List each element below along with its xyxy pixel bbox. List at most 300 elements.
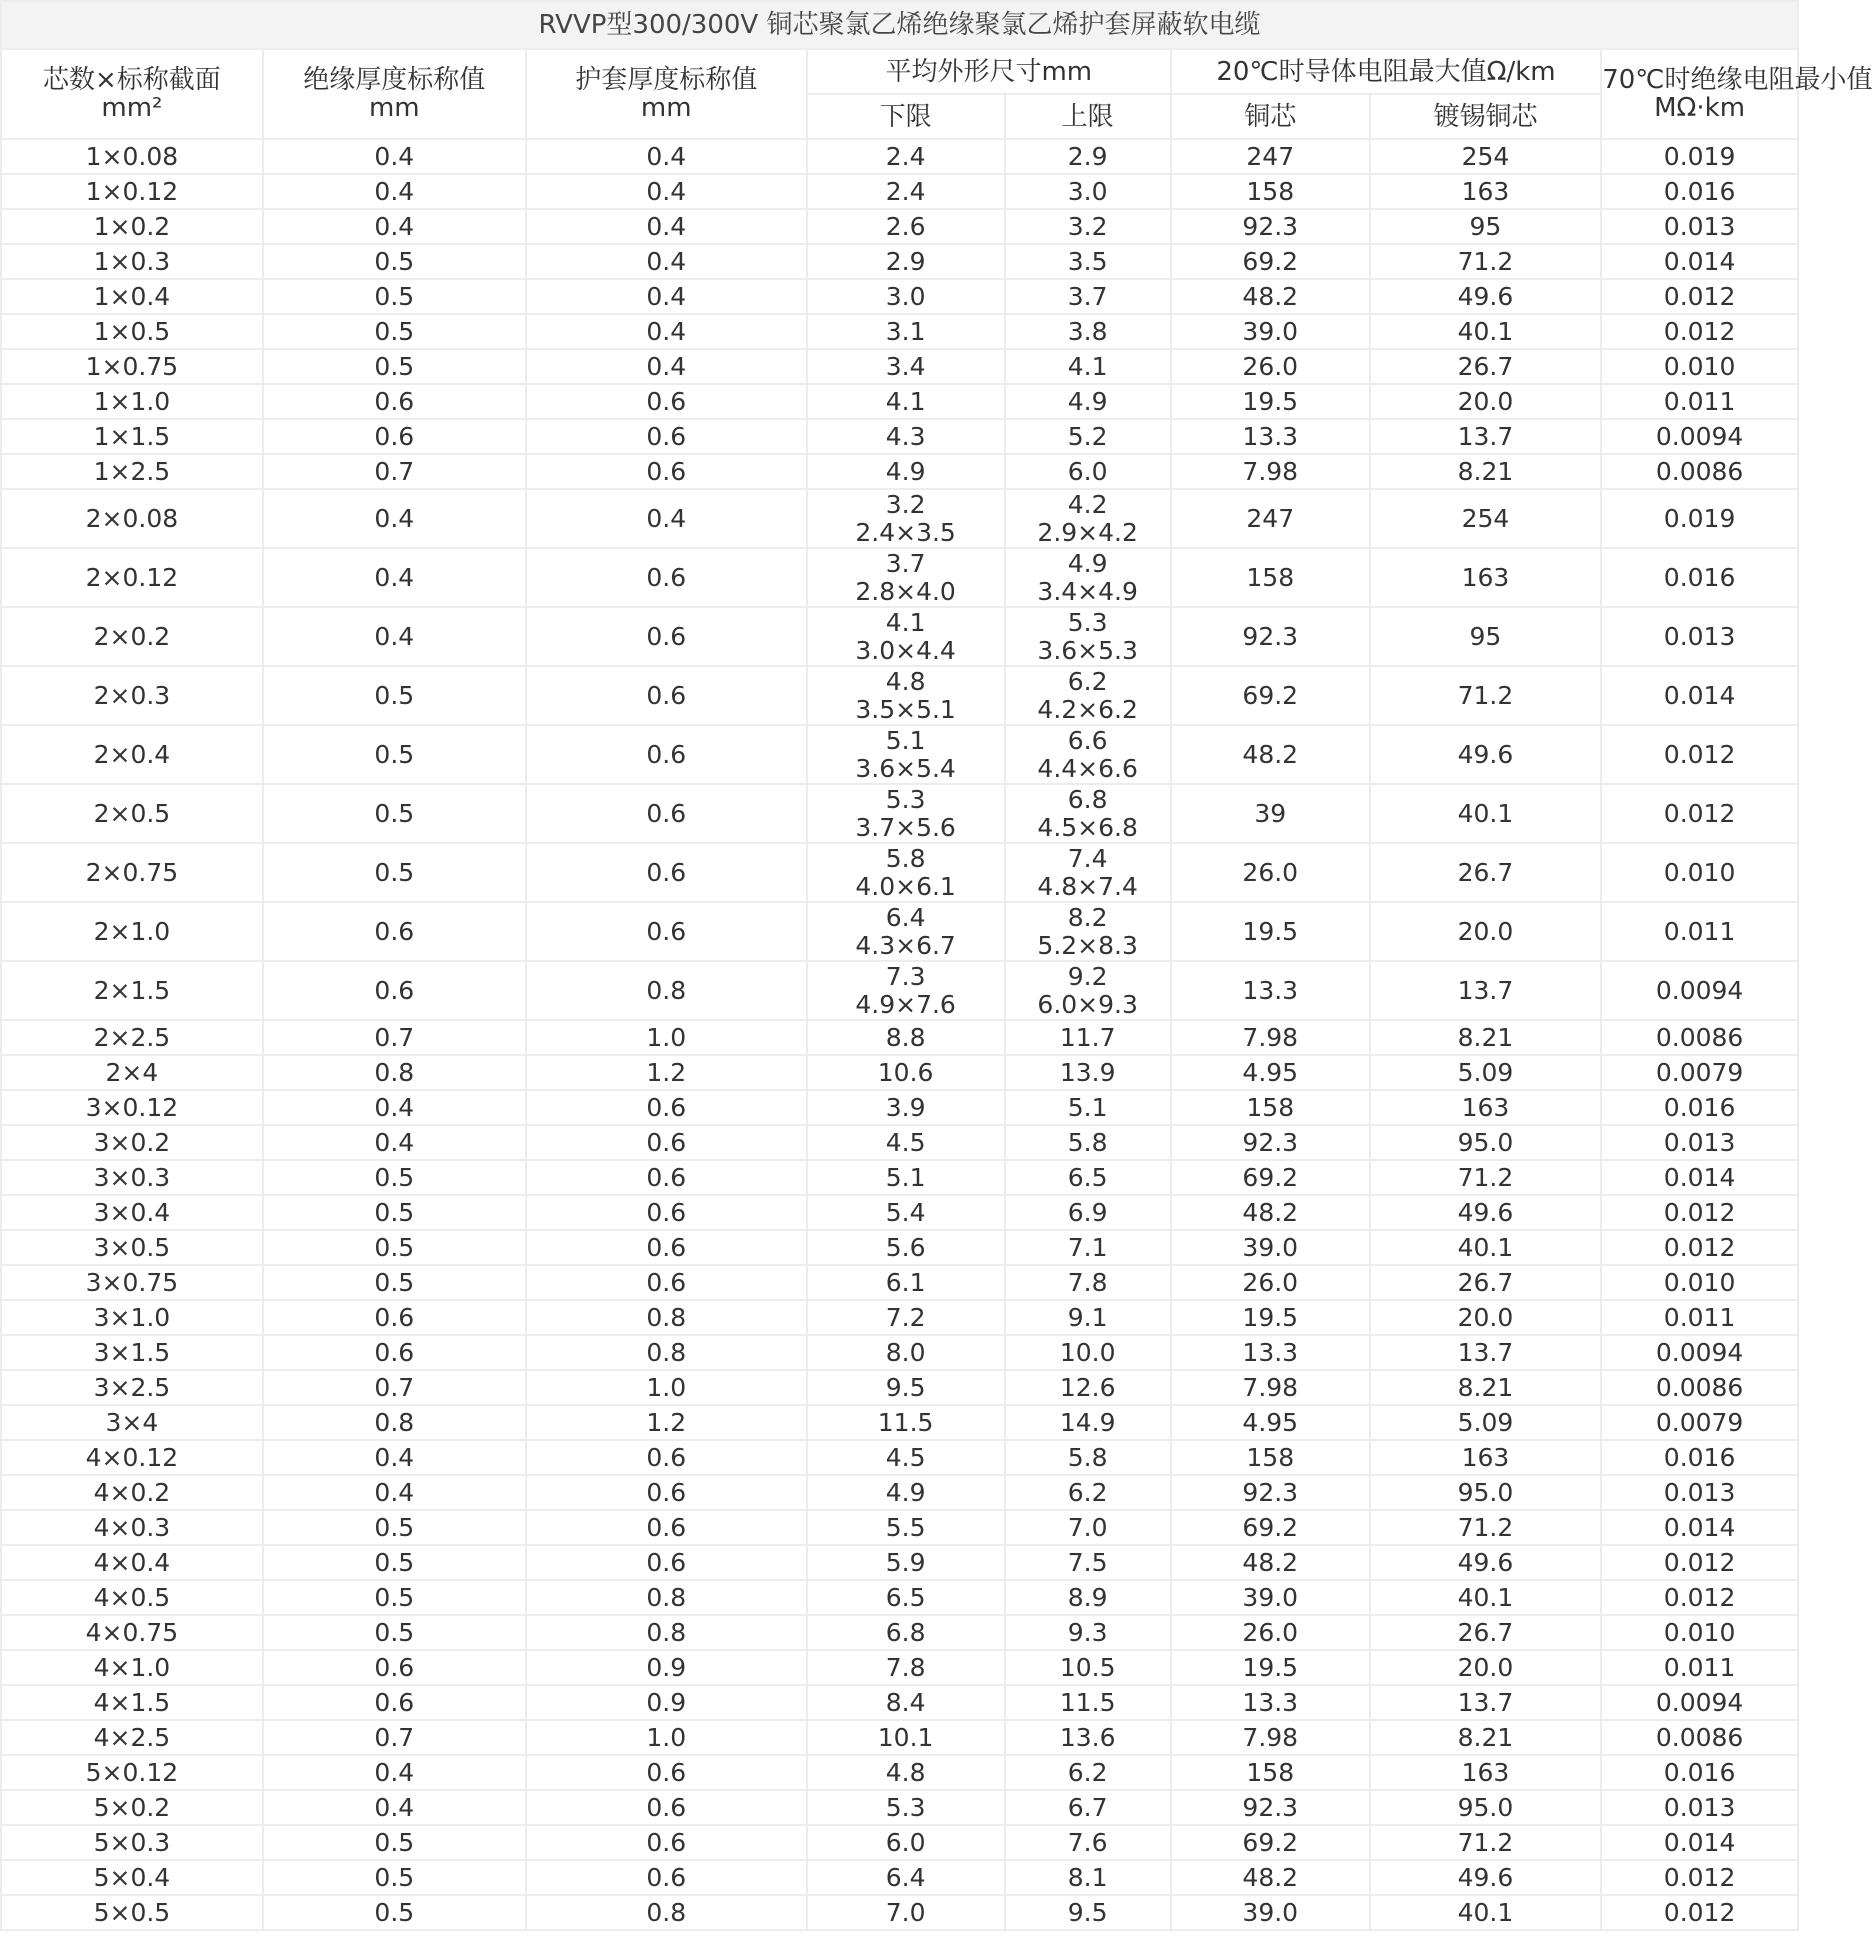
cell-insul-res: 0.013 bbox=[1601, 607, 1798, 666]
cell-sheath: 0.8 bbox=[526, 961, 807, 1020]
cell-insul-res: 0.011 bbox=[1601, 1300, 1798, 1335]
table-row bbox=[1, 1265, 1798, 1300]
cell-insulation: 0.4 bbox=[263, 1475, 526, 1510]
header-outer-upper: 上限 bbox=[1005, 94, 1171, 139]
cell-spec: 2×2.5 bbox=[1, 1020, 263, 1055]
cell-insul-res: 0.014 bbox=[1601, 1160, 1798, 1195]
cell-outer-upper: 8.1 bbox=[1005, 1860, 1171, 1895]
cell-copper-res: 19.5 bbox=[1171, 1650, 1370, 1685]
cell-outer-lower: 3.0 bbox=[807, 279, 1005, 314]
cell-spec: 2×0.4 bbox=[1, 725, 263, 784]
cell-outer-lower bbox=[807, 902, 1005, 961]
cell-outer-upper-line1: 5.3 bbox=[1067, 607, 1108, 637]
cell-spec: 4×2.5 bbox=[1, 1720, 263, 1755]
cell-outer-lower-line2: 3.5×5.1 bbox=[855, 694, 956, 724]
cell-sheath: 0.6 bbox=[526, 1545, 807, 1580]
cell-outer-upper: 11.5 bbox=[1005, 1685, 1171, 1720]
header-outer-dim: 平均外形尺寸mm bbox=[807, 49, 1171, 94]
cell-spec: 4×0.75 bbox=[1, 1615, 263, 1650]
table-row bbox=[1, 784, 1798, 843]
cell-insul-res: 0.012 bbox=[1601, 279, 1798, 314]
cell-outer-upper bbox=[1005, 666, 1171, 725]
cell-copper-res: 48.2 bbox=[1171, 725, 1370, 784]
cell-sheath: 0.6 bbox=[526, 1090, 807, 1125]
cell-sheath: 0.8 bbox=[526, 1895, 807, 1930]
cell-insulation: 0.5 bbox=[263, 1580, 526, 1615]
cell-outer-upper: 13.6 bbox=[1005, 1720, 1171, 1755]
cell-spec: 3×0.75 bbox=[1, 1265, 263, 1300]
cell-sheath: 0.6 bbox=[526, 1755, 807, 1790]
cell-tinned-res: 20.0 bbox=[1370, 1300, 1601, 1335]
cell-outer-lower: 6.1 bbox=[807, 1265, 1005, 1300]
cell-insul-res: 0.012 bbox=[1601, 1860, 1798, 1895]
cell-outer-upper: 6.0 bbox=[1005, 454, 1171, 489]
cell-copper-res: 247 bbox=[1171, 139, 1370, 174]
cell-outer-upper-line1: 4.2 bbox=[1067, 489, 1108, 519]
cell-insulation: 0.4 bbox=[263, 607, 526, 666]
cell-tinned-res: 71.2 bbox=[1370, 666, 1601, 725]
cell-outer-lower-line2: 2.4×3.5 bbox=[855, 517, 956, 547]
cell-insul-res: 0.010 bbox=[1601, 349, 1798, 384]
cell-outer-upper: 3.7 bbox=[1005, 279, 1171, 314]
cell-copper-res: 92.3 bbox=[1171, 1790, 1370, 1825]
cell-insulation: 0.6 bbox=[263, 419, 526, 454]
cell-insulation: 0.4 bbox=[263, 548, 526, 607]
cell-outer-upper bbox=[1005, 548, 1171, 607]
cell-outer-upper: 7.6 bbox=[1005, 1825, 1171, 1860]
cell-outer-upper bbox=[1005, 843, 1171, 902]
cell-outer-upper-line2: 4.2×6.2 bbox=[1037, 694, 1138, 724]
table-row bbox=[1, 1160, 1798, 1195]
cell-copper-res: 92.3 bbox=[1171, 607, 1370, 666]
cell-insulation: 0.4 bbox=[263, 209, 526, 244]
cell-outer-upper: 7.5 bbox=[1005, 1545, 1171, 1580]
cell-insul-res: 0.012 bbox=[1601, 1895, 1798, 1930]
cell-copper-res: 7.98 bbox=[1171, 1020, 1370, 1055]
cell-sheath: 0.4 bbox=[526, 174, 807, 209]
cell-copper-res: 39.0 bbox=[1171, 1230, 1370, 1265]
cell-outer-upper: 7.1 bbox=[1005, 1230, 1171, 1265]
cell-spec: 2×1.5 bbox=[1, 961, 263, 1020]
cell-spec: 3×0.4 bbox=[1, 1195, 263, 1230]
table-row bbox=[1, 419, 1798, 454]
cell-tinned-res: 13.7 bbox=[1370, 961, 1601, 1020]
cell-copper-res: 4.95 bbox=[1171, 1055, 1370, 1090]
cell-copper-res: 26.0 bbox=[1171, 1615, 1370, 1650]
cell-copper-res: 26.0 bbox=[1171, 349, 1370, 384]
cell-insul-res: 0.0086 bbox=[1601, 1370, 1798, 1405]
cell-outer-upper-line2: 3.4×4.9 bbox=[1037, 576, 1138, 606]
cell-outer-upper-line2: 2.9×4.2 bbox=[1037, 517, 1138, 547]
cell-insul-res: 0.0094 bbox=[1601, 1335, 1798, 1370]
cell-sheath: 0.4 bbox=[526, 349, 807, 384]
cell-copper-res: 158 bbox=[1171, 174, 1370, 209]
cell-tinned-res: 71.2 bbox=[1370, 244, 1601, 279]
cell-copper-res: 26.0 bbox=[1171, 843, 1370, 902]
cell-outer-upper: 5.2 bbox=[1005, 419, 1171, 454]
table-body bbox=[1, 139, 1798, 1930]
cell-copper-res: 13.3 bbox=[1171, 419, 1370, 454]
cell-spec: 4×0.4 bbox=[1, 1545, 263, 1580]
cell-copper-res: 39.0 bbox=[1171, 1580, 1370, 1615]
cell-outer-lower: 6.0 bbox=[807, 1825, 1005, 1860]
cell-spec: 4×1.0 bbox=[1, 1650, 263, 1685]
cell-outer-upper bbox=[1005, 607, 1171, 666]
cell-tinned-res: 71.2 bbox=[1370, 1160, 1601, 1195]
cell-tinned-res: 49.6 bbox=[1370, 1195, 1601, 1230]
cell-insulation: 0.5 bbox=[263, 1615, 526, 1650]
cell-tinned-res: 163 bbox=[1370, 1440, 1601, 1475]
cell-insulation: 0.4 bbox=[263, 1090, 526, 1125]
cell-outer-upper-line1: 6.6 bbox=[1067, 725, 1108, 755]
cell-spec: 2×0.08 bbox=[1, 489, 263, 548]
cell-copper-res: 19.5 bbox=[1171, 384, 1370, 419]
cell-insul-res: 0.013 bbox=[1601, 1125, 1798, 1160]
cell-tinned-res: 49.6 bbox=[1370, 279, 1601, 314]
cell-outer-lower: 4.9 bbox=[807, 454, 1005, 489]
cell-sheath: 0.6 bbox=[526, 666, 807, 725]
cell-sheath: 1.0 bbox=[526, 1720, 807, 1755]
cell-insul-res: 0.011 bbox=[1601, 1650, 1798, 1685]
cell-tinned-res: 163 bbox=[1370, 1090, 1601, 1125]
cell-outer-lower bbox=[807, 725, 1005, 784]
cell-sheath: 1.0 bbox=[526, 1020, 807, 1055]
cell-tinned-res: 13.7 bbox=[1370, 1685, 1601, 1720]
cell-tinned-res: 49.6 bbox=[1370, 725, 1601, 784]
cell-outer-lower: 5.5 bbox=[807, 1510, 1005, 1545]
cell-tinned-res: 26.7 bbox=[1370, 1615, 1601, 1650]
cell-tinned-res: 71.2 bbox=[1370, 1510, 1601, 1545]
table-row bbox=[1, 1790, 1798, 1825]
cell-insul-res: 0.013 bbox=[1601, 1790, 1798, 1825]
table-row bbox=[1, 548, 1798, 607]
cell-tinned-res: 20.0 bbox=[1370, 902, 1601, 961]
cell-insulation: 0.5 bbox=[263, 1230, 526, 1265]
cell-tinned-res: 40.1 bbox=[1370, 1580, 1601, 1615]
table-row bbox=[1, 1405, 1798, 1440]
table-row bbox=[1, 607, 1798, 666]
cell-sheath: 0.6 bbox=[526, 607, 807, 666]
table-row bbox=[1, 1020, 1798, 1055]
cell-sheath: 0.8 bbox=[526, 1580, 807, 1615]
cell-outer-lower: 2.6 bbox=[807, 209, 1005, 244]
cell-spec: 4×0.12 bbox=[1, 1440, 263, 1475]
table-row bbox=[1, 1335, 1798, 1370]
cell-copper-res: 92.3 bbox=[1171, 1125, 1370, 1160]
header-cores-area-unit: mm² bbox=[101, 93, 163, 123]
cell-insulation: 0.6 bbox=[263, 1335, 526, 1370]
table-row bbox=[1, 1580, 1798, 1615]
cell-outer-lower: 7.8 bbox=[807, 1650, 1005, 1685]
cell-spec: 4×0.3 bbox=[1, 1510, 263, 1545]
cell-insulation: 0.5 bbox=[263, 1860, 526, 1895]
cell-sheath: 0.4 bbox=[526, 279, 807, 314]
cell-copper-res: 158 bbox=[1171, 548, 1370, 607]
cell-insulation: 0.5 bbox=[263, 279, 526, 314]
cell-outer-lower: 4.9 bbox=[807, 1475, 1005, 1510]
cell-outer-lower: 5.9 bbox=[807, 1545, 1005, 1580]
cell-sheath: 0.6 bbox=[526, 548, 807, 607]
cell-outer-lower: 2.4 bbox=[807, 174, 1005, 209]
cell-tinned-res: 40.1 bbox=[1370, 314, 1601, 349]
cell-outer-upper: 4.1 bbox=[1005, 349, 1171, 384]
cell-spec: 3×4 bbox=[1, 1405, 263, 1440]
cell-sheath: 1.0 bbox=[526, 1370, 807, 1405]
cell-spec: 1×0.75 bbox=[1, 349, 263, 384]
cell-outer-lower-line2: 4.9×7.6 bbox=[855, 989, 956, 1019]
cell-insulation: 0.7 bbox=[263, 1720, 526, 1755]
header-outer-lower: 下限 bbox=[807, 94, 1005, 139]
cell-copper-res: 39.0 bbox=[1171, 314, 1370, 349]
cell-outer-lower bbox=[807, 666, 1005, 725]
cell-spec: 2×4 bbox=[1, 1055, 263, 1090]
cell-tinned-res: 26.7 bbox=[1370, 1265, 1601, 1300]
header-tinned-copper: 镀锡铜芯 bbox=[1370, 94, 1601, 139]
cell-tinned-res: 20.0 bbox=[1370, 1650, 1601, 1685]
cell-outer-upper-line2: 4.8×7.4 bbox=[1037, 871, 1138, 901]
cell-copper-res: 158 bbox=[1171, 1755, 1370, 1790]
cell-outer-lower-line1: 4.1 bbox=[885, 607, 926, 637]
cell-outer-lower: 6.5 bbox=[807, 1580, 1005, 1615]
cell-copper-res: 48.2 bbox=[1171, 1195, 1370, 1230]
cell-insul-res: 0.0094 bbox=[1601, 419, 1798, 454]
cell-copper-res: 19.5 bbox=[1171, 902, 1370, 961]
cell-outer-lower: 4.3 bbox=[807, 419, 1005, 454]
cell-tinned-res: 163 bbox=[1370, 174, 1601, 209]
cell-sheath: 0.4 bbox=[526, 244, 807, 279]
cell-sheath: 0.6 bbox=[526, 1440, 807, 1475]
cell-outer-lower: 4.5 bbox=[807, 1440, 1005, 1475]
cell-tinned-res: 20.0 bbox=[1370, 384, 1601, 419]
cell-insul-res: 0.012 bbox=[1601, 1230, 1798, 1265]
header-copper: 铜芯 bbox=[1171, 94, 1370, 139]
cell-insulation: 0.4 bbox=[263, 174, 526, 209]
cell-spec: 1×0.08 bbox=[1, 139, 263, 174]
cell-insulation: 0.5 bbox=[263, 1510, 526, 1545]
cell-insul-res: 0.012 bbox=[1601, 1545, 1798, 1580]
cell-spec: 4×1.5 bbox=[1, 1685, 263, 1720]
cell-copper-res: 39.0 bbox=[1171, 1895, 1370, 1930]
cell-outer-lower: 3.9 bbox=[807, 1090, 1005, 1125]
cell-sheath: 0.6 bbox=[526, 902, 807, 961]
header-insul-res bbox=[1601, 49, 1872, 139]
table-row bbox=[1, 1475, 1798, 1510]
cell-spec: 3×0.2 bbox=[1, 1125, 263, 1160]
cell-insulation: 0.6 bbox=[263, 1300, 526, 1335]
cell-insulation: 0.5 bbox=[263, 314, 526, 349]
cell-insul-res: 0.013 bbox=[1601, 1475, 1798, 1510]
table-row bbox=[1, 1650, 1798, 1685]
cell-spec: 1×0.2 bbox=[1, 209, 263, 244]
cell-spec: 2×0.3 bbox=[1, 666, 263, 725]
cell-outer-upper-line1: 9.2 bbox=[1067, 961, 1108, 991]
cell-tinned-res: 95.0 bbox=[1370, 1790, 1601, 1825]
cell-insul-res: 0.016 bbox=[1601, 1755, 1798, 1790]
cell-outer-lower: 8.8 bbox=[807, 1020, 1005, 1055]
table-row bbox=[1, 314, 1798, 349]
cell-insul-res: 0.0079 bbox=[1601, 1055, 1798, 1090]
cell-insulation: 0.5 bbox=[263, 1895, 526, 1930]
cell-outer-upper-line2: 5.2×8.3 bbox=[1037, 930, 1138, 960]
cell-insulation: 0.5 bbox=[263, 349, 526, 384]
header-cores-area bbox=[1, 49, 263, 139]
cell-insul-res: 0.0086 bbox=[1601, 1020, 1798, 1055]
cell-outer-lower: 5.4 bbox=[807, 1195, 1005, 1230]
cell-insulation: 0.4 bbox=[263, 1790, 526, 1825]
cell-copper-res: 4.95 bbox=[1171, 1405, 1370, 1440]
table-row bbox=[1, 843, 1798, 902]
cell-copper-res: 13.3 bbox=[1171, 1685, 1370, 1720]
cell-tinned-res: 49.6 bbox=[1370, 1860, 1601, 1895]
cell-outer-upper: 3.0 bbox=[1005, 174, 1171, 209]
header-sheath bbox=[526, 49, 807, 139]
header-cores-area-label: 芯数×标称截面 bbox=[43, 65, 221, 95]
cell-insul-res: 0.014 bbox=[1601, 1510, 1798, 1545]
cell-sheath: 0.6 bbox=[526, 1125, 807, 1160]
cell-insul-res: 0.014 bbox=[1601, 666, 1798, 725]
table-row bbox=[1, 1440, 1798, 1475]
cell-outer-lower-line1: 4.8 bbox=[885, 666, 926, 696]
cell-outer-upper-line1: 7.4 bbox=[1067, 843, 1108, 873]
cell-insulation: 0.4 bbox=[263, 1755, 526, 1790]
cell-insul-res: 0.014 bbox=[1601, 1825, 1798, 1860]
cell-sheath: 0.6 bbox=[526, 1160, 807, 1195]
cell-outer-lower: 4.1 bbox=[807, 384, 1005, 419]
cell-insulation: 0.8 bbox=[263, 1055, 526, 1090]
cell-sheath: 0.6 bbox=[526, 1265, 807, 1300]
cell-copper-res: 26.0 bbox=[1171, 1265, 1370, 1300]
cell-outer-upper: 5.8 bbox=[1005, 1125, 1171, 1160]
cell-copper-res: 39 bbox=[1171, 784, 1370, 843]
cell-sheath: 0.6 bbox=[526, 1790, 807, 1825]
cell-insul-res: 0.010 bbox=[1601, 1615, 1798, 1650]
cell-spec: 5×0.12 bbox=[1, 1755, 263, 1790]
cell-tinned-res: 95 bbox=[1370, 209, 1601, 244]
cell-outer-upper: 7.0 bbox=[1005, 1510, 1171, 1545]
cell-insul-res: 0.010 bbox=[1601, 843, 1798, 902]
cell-outer-upper bbox=[1005, 784, 1171, 843]
cell-outer-lower-line2: 3.7×5.6 bbox=[855, 812, 956, 842]
cell-sheath: 0.6 bbox=[526, 725, 807, 784]
cell-outer-upper bbox=[1005, 489, 1171, 548]
cell-insulation: 0.5 bbox=[263, 244, 526, 279]
cell-spec: 5×0.3 bbox=[1, 1825, 263, 1860]
cell-outer-upper: 13.9 bbox=[1005, 1055, 1171, 1090]
cell-insul-res: 0.0086 bbox=[1601, 454, 1798, 489]
cell-tinned-res: 5.09 bbox=[1370, 1405, 1601, 1440]
cell-copper-res: 7.98 bbox=[1171, 1370, 1370, 1405]
cell-outer-lower bbox=[807, 548, 1005, 607]
cell-sheath: 0.4 bbox=[526, 139, 807, 174]
cell-outer-lower: 10.6 bbox=[807, 1055, 1005, 1090]
cell-tinned-res: 8.21 bbox=[1370, 1370, 1601, 1405]
table-row bbox=[1, 961, 1798, 1020]
table-row bbox=[1, 489, 1798, 548]
cell-outer-lower bbox=[807, 784, 1005, 843]
cell-insulation: 0.5 bbox=[263, 784, 526, 843]
cell-outer-upper: 3.5 bbox=[1005, 244, 1171, 279]
cell-outer-upper-line2: 6.0×9.3 bbox=[1037, 989, 1138, 1019]
cell-insul-res: 0.011 bbox=[1601, 902, 1798, 961]
cell-tinned-res: 8.21 bbox=[1370, 1020, 1601, 1055]
cell-sheath: 0.6 bbox=[526, 784, 807, 843]
cell-spec: 4×0.2 bbox=[1, 1475, 263, 1510]
cell-copper-res: 13.3 bbox=[1171, 961, 1370, 1020]
cell-sheath: 0.9 bbox=[526, 1685, 807, 1720]
cell-outer-upper: 10.5 bbox=[1005, 1650, 1171, 1685]
cell-insul-res: 0.019 bbox=[1601, 489, 1798, 548]
cell-sheath: 0.6 bbox=[526, 843, 807, 902]
cell-copper-res: 48.2 bbox=[1171, 1545, 1370, 1580]
cell-outer-lower-line2: 3.0×4.4 bbox=[855, 635, 956, 665]
cell-tinned-res: 71.2 bbox=[1370, 1825, 1601, 1860]
cell-outer-lower bbox=[807, 607, 1005, 666]
table-row bbox=[1, 725, 1798, 784]
cell-sheath: 1.2 bbox=[526, 1405, 807, 1440]
cell-tinned-res: 95.0 bbox=[1370, 1475, 1601, 1510]
cell-spec: 3×0.3 bbox=[1, 1160, 263, 1195]
cell-outer-upper: 5.8 bbox=[1005, 1440, 1171, 1475]
cell-sheath: 0.6 bbox=[526, 1860, 807, 1895]
cell-insul-res: 0.016 bbox=[1601, 1090, 1798, 1125]
cell-outer-lower: 8.4 bbox=[807, 1685, 1005, 1720]
cell-sheath: 0.8 bbox=[526, 1335, 807, 1370]
cell-insul-res: 0.014 bbox=[1601, 244, 1798, 279]
cell-outer-lower-line2: 4.0×6.1 bbox=[855, 871, 956, 901]
table-row bbox=[1, 384, 1798, 419]
cell-insulation: 0.6 bbox=[263, 1650, 526, 1685]
cell-tinned-res: 26.7 bbox=[1370, 843, 1601, 902]
cell-outer-lower: 3.4 bbox=[807, 349, 1005, 384]
cell-spec: 2×0.5 bbox=[1, 784, 263, 843]
table-row bbox=[1, 139, 1798, 174]
header-insulation-label: 绝缘厚度标称值 bbox=[303, 65, 486, 95]
cell-outer-upper: 6.5 bbox=[1005, 1160, 1171, 1195]
table-title: RVVP型300/300V 铜芯聚氯乙烯绝缘聚氯乙烯护套屏蔽软电缆 bbox=[1, 1, 1798, 49]
cell-sheath: 0.4 bbox=[526, 489, 807, 548]
cell-outer-lower-line2: 2.8×4.0 bbox=[855, 576, 956, 606]
cell-spec: 3×1.0 bbox=[1, 1300, 263, 1335]
cell-copper-res: 7.98 bbox=[1171, 1720, 1370, 1755]
cell-insulation: 0.5 bbox=[263, 1265, 526, 1300]
cell-insulation: 0.5 bbox=[263, 1160, 526, 1195]
cell-outer-lower: 8.0 bbox=[807, 1335, 1005, 1370]
cell-copper-res: 92.3 bbox=[1171, 209, 1370, 244]
cell-insulation: 0.7 bbox=[263, 454, 526, 489]
table-row bbox=[1, 174, 1798, 209]
cell-spec: 3×1.5 bbox=[1, 1335, 263, 1370]
cell-outer-upper: 12.6 bbox=[1005, 1370, 1171, 1405]
cell-tinned-res: 8.21 bbox=[1370, 454, 1601, 489]
cell-insul-res: 0.0086 bbox=[1601, 1720, 1798, 1755]
cell-tinned-res: 95 bbox=[1370, 607, 1601, 666]
cell-outer-lower-line1: 3.7 bbox=[885, 548, 926, 578]
table-row bbox=[1, 1755, 1798, 1790]
cell-outer-lower: 6.4 bbox=[807, 1860, 1005, 1895]
cell-outer-lower: 7.2 bbox=[807, 1300, 1005, 1335]
cell-spec: 2×1.0 bbox=[1, 902, 263, 961]
cell-insulation: 0.8 bbox=[263, 1405, 526, 1440]
cell-copper-res: 19.5 bbox=[1171, 1300, 1370, 1335]
cell-outer-lower-line1: 6.4 bbox=[885, 902, 926, 932]
cell-outer-upper: 10.0 bbox=[1005, 1335, 1171, 1370]
cell-insul-res: 0.013 bbox=[1601, 209, 1798, 244]
cell-copper-res: 69.2 bbox=[1171, 666, 1370, 725]
cell-spec: 2×0.12 bbox=[1, 548, 263, 607]
cell-spec: 1×2.5 bbox=[1, 454, 263, 489]
header-insul-res-label: 70℃时绝缘电阻最小值 bbox=[1602, 65, 1872, 95]
cell-copper-res: 69.2 bbox=[1171, 1510, 1370, 1545]
